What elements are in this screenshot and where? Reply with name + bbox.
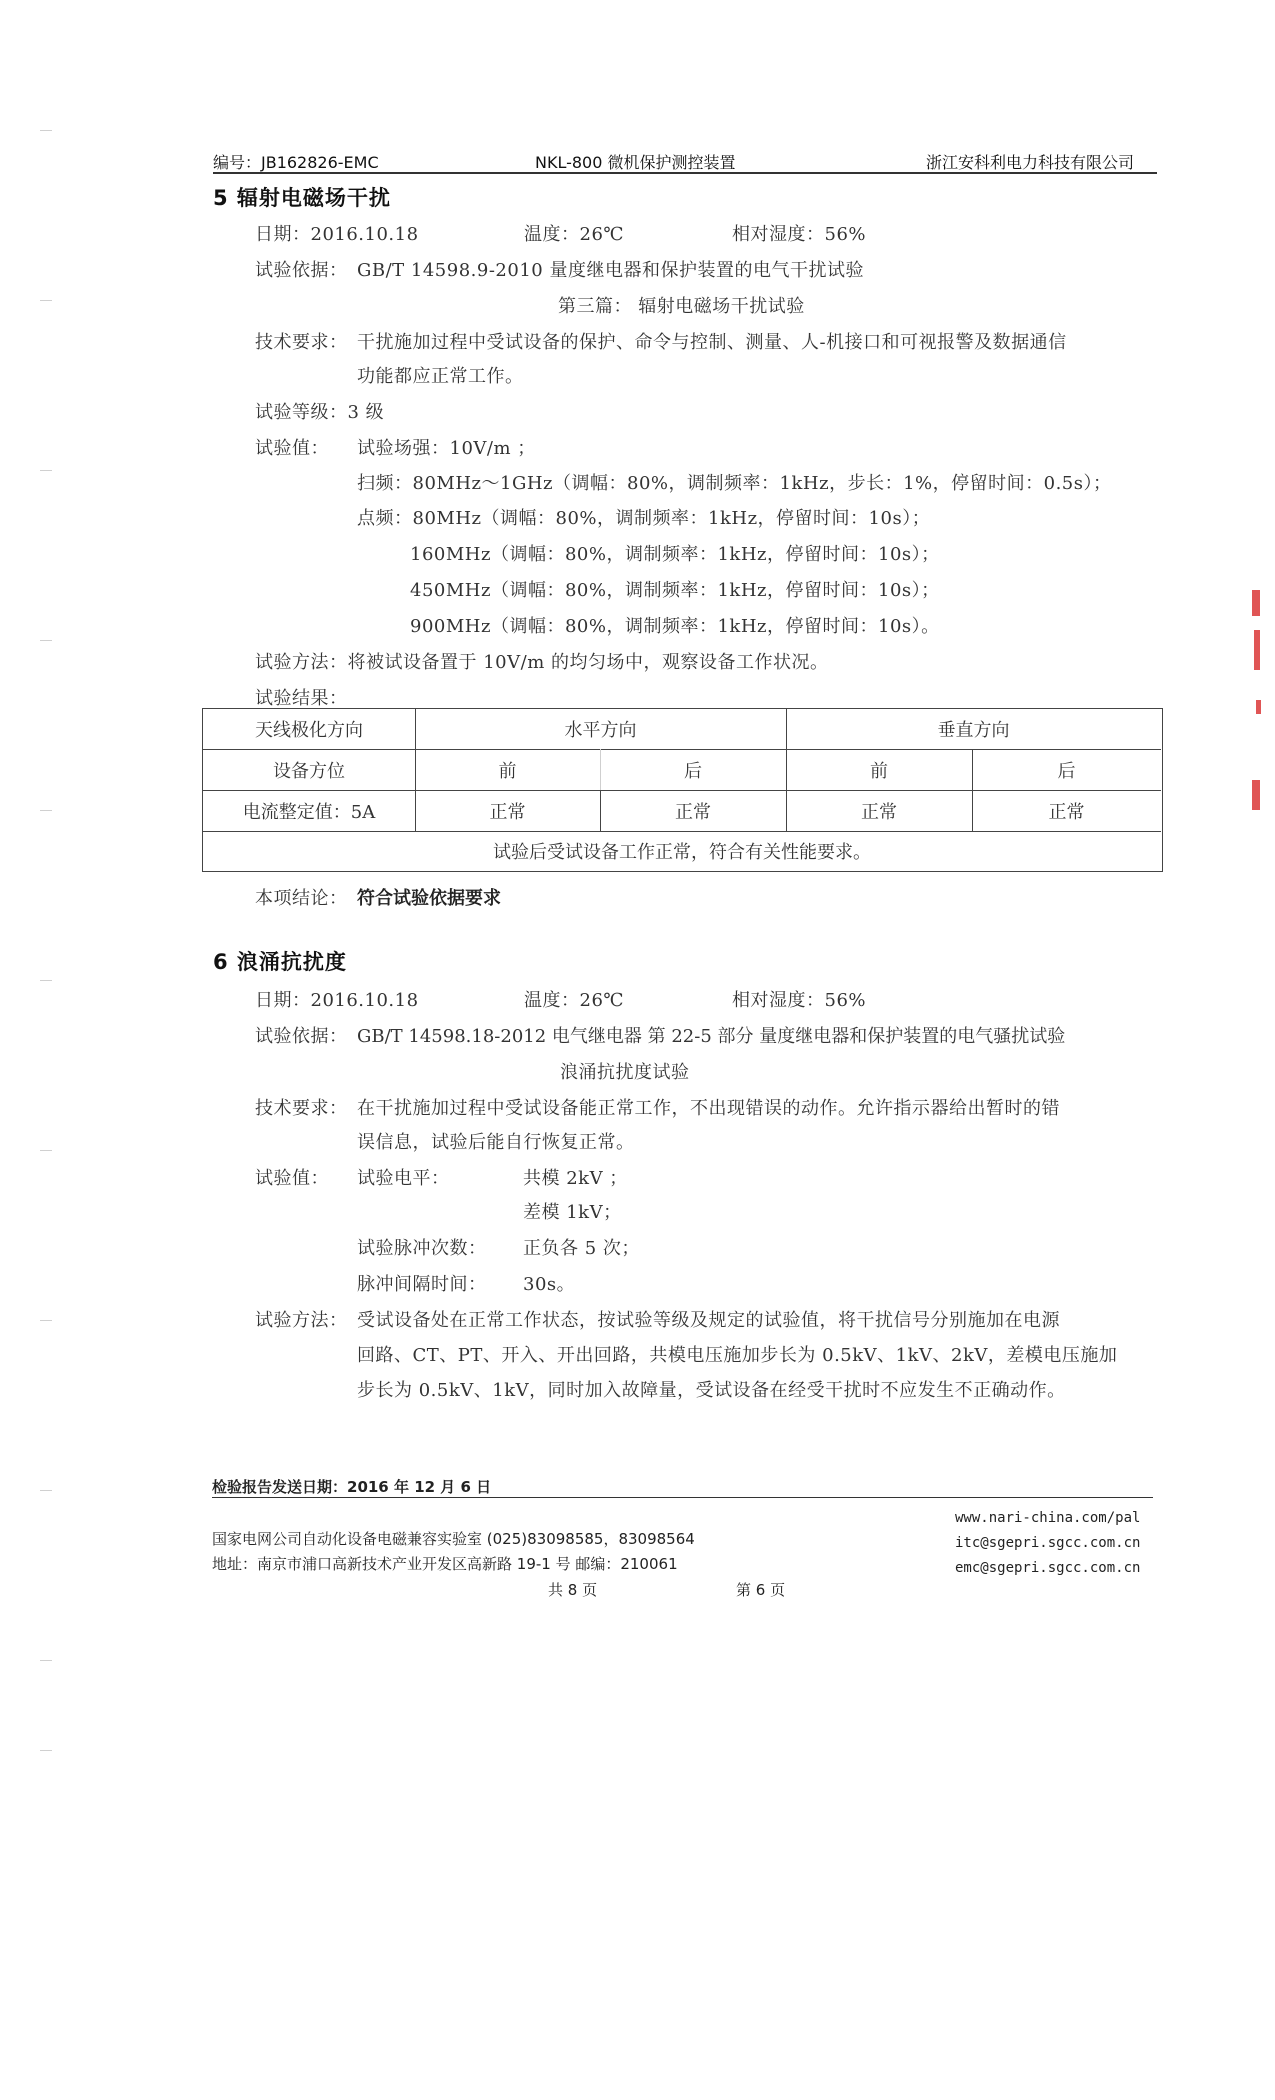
s5-value-label: 试验值： bbox=[255, 438, 329, 459]
s5-value-spot-450: 450MHz（调幅：80%，调制频率：1kHz，停留时间：10s）； bbox=[410, 580, 940, 601]
s6-method-line2: 回路、CT、PT、开入、开出回路，共模电压施加步长为 0.5kV、1kV、2kV，差模电压施加 bbox=[357, 1345, 1118, 1366]
table-header-vertical: 垂直方向 bbox=[937, 720, 1010, 741]
scan-mark bbox=[40, 1660, 52, 1661]
seal-edge-mark bbox=[1252, 590, 1260, 616]
report-number: 编号：JB162826-EMC bbox=[213, 153, 379, 172]
section-5-title: 5 辐射电磁场干扰 bbox=[213, 186, 391, 210]
s6-temperature: 温度：26℃ bbox=[524, 990, 625, 1011]
footer-rule bbox=[212, 1497, 1153, 1498]
s6-value-label: 试验值： bbox=[255, 1168, 329, 1189]
s5-value-spot-80: 点频：80MHz（调幅：80%，调制频率：1kHz，停留时间：10s）； bbox=[357, 508, 931, 529]
seal-edge-mark bbox=[1256, 700, 1261, 714]
footer-total-pages: 共 8 页 bbox=[548, 1581, 598, 1599]
scan-mark bbox=[40, 980, 52, 981]
s5-requirement-line1: 干扰施加过程中受试设备的保护、命令与控制、测量、人-机接口和可视报警及数据通信 bbox=[357, 332, 1067, 353]
scan-mark bbox=[40, 810, 52, 811]
scan-mark bbox=[40, 130, 52, 131]
s5-temperature: 温度：26℃ bbox=[524, 224, 625, 245]
table-cell-front: 前 bbox=[870, 760, 888, 782]
s6-requirement-line1: 在干扰施加过程中受试设备能正常工作，不出现错误的动作。允许指示器给出暂时的错 bbox=[357, 1098, 1060, 1119]
table-cell-back: 后 bbox=[684, 760, 702, 782]
s5-date: 日期：2016.10.18 bbox=[255, 224, 419, 245]
table-header-current-setting: 电流整定值：5A bbox=[242, 801, 376, 823]
table-summary: 试验后受试设备工作正常，符合有关性能要求。 bbox=[493, 841, 871, 863]
s5-basis-line2: 第三篇： 辐射电磁场干扰试验 bbox=[558, 296, 805, 317]
s5-value-spot-900: 900MHz（调幅：80%，调制频率：1kHz，停留时间：10s）。 bbox=[410, 616, 940, 637]
device-name: NKL-800 微机保护测控装置 bbox=[535, 153, 736, 172]
s6-requirement-label: 技术要求： bbox=[255, 1098, 348, 1119]
scan-mark bbox=[40, 1750, 52, 1751]
footer-website: www.nari-china.com/pal bbox=[955, 1510, 1141, 1526]
scan-mark bbox=[40, 300, 52, 301]
s6-humidity: 相对湿度：56% bbox=[732, 990, 867, 1011]
s5-basis-label: 试验依据： bbox=[255, 260, 348, 281]
header-rule bbox=[213, 172, 1157, 174]
table-cell-back: 后 bbox=[1057, 760, 1076, 782]
seal-edge-mark bbox=[1254, 630, 1260, 670]
s6-method-line3: 步长为 0.5kV、1kV，同时加入故障量，受试设备在经受干扰时不应发生不正确动作。 bbox=[357, 1380, 1066, 1401]
s5-value-spot-160: 160MHz（调幅：80%，调制频率：1kHz，停留时间：10s）； bbox=[410, 544, 940, 565]
s6-date: 日期：2016.10.18 bbox=[255, 990, 419, 1011]
s6-basis-label: 试验依据： bbox=[255, 1026, 348, 1047]
table-cell-result: 正常 bbox=[489, 801, 526, 823]
scan-mark bbox=[40, 640, 52, 641]
scan-mark bbox=[40, 1150, 52, 1151]
table-cell-front: 前 bbox=[498, 760, 517, 782]
s5-requirement-line2: 功能都应正常工作。 bbox=[357, 366, 524, 387]
s5-test-level: 试验等级：3 级 bbox=[255, 402, 385, 423]
table-cell-result: 正常 bbox=[1048, 801, 1085, 823]
scan-mark bbox=[40, 470, 52, 471]
s6-interval-label: 脉冲间隔时间： bbox=[357, 1274, 487, 1295]
s6-basis-line2: 浪涌抗扰度试验 bbox=[560, 1062, 690, 1083]
s5-result-table bbox=[202, 708, 1163, 872]
s6-level-label: 试验电平： bbox=[357, 1168, 450, 1189]
table-cell-result: 正常 bbox=[675, 801, 711, 823]
table-header-polarization: 天线极化方向 bbox=[255, 720, 363, 741]
s6-pulses-label: 试验脉冲次数： bbox=[357, 1238, 487, 1259]
s6-method-line1: 受试设备处在正常工作状态，按试验等级及规定的试验值，将干扰信号分别施加在电源 bbox=[357, 1310, 1060, 1331]
s5-humidity: 相对湿度：56% bbox=[732, 224, 867, 245]
s6-basis-line1: GB/T 14598.18-2012 电气继电器 第 22-5 部分 量度继电器和保护装置的电气骚扰试验 bbox=[357, 1026, 1066, 1047]
s5-test-method: 试验方法：将被试设备置于 10V/m 的均匀场中，观察设备工作状况。 bbox=[255, 652, 829, 673]
scan-mark bbox=[40, 1490, 52, 1491]
company-name: 浙江安科利电力科技有限公司 bbox=[926, 153, 1135, 172]
section-6-title: 6 浪涌抗扰度 bbox=[213, 950, 347, 974]
s6-method-label: 试验方法： bbox=[255, 1310, 348, 1331]
s6-interval: 30s。 bbox=[523, 1274, 576, 1295]
table-header-horizontal: 水平方向 bbox=[564, 720, 637, 741]
s5-result-label: 试验结果： bbox=[255, 688, 348, 709]
table-header-orientation: 设备方位 bbox=[273, 760, 345, 782]
footer-page-number: 第 6 页 bbox=[736, 1581, 786, 1599]
s5-requirement-label: 技术要求： bbox=[255, 332, 348, 353]
scan-mark bbox=[40, 1320, 52, 1321]
s6-common-mode: 共模 2kV ； bbox=[523, 1168, 628, 1189]
seal-edge-mark bbox=[1252, 780, 1260, 810]
s5-conclusion: 符合试验依据要求 bbox=[357, 888, 501, 909]
footer-lab: 国家电网公司自动化设备电磁兼容实验室 (025)83098585，83098564 bbox=[212, 1530, 695, 1548]
s6-pulses: 正负各 5 次； bbox=[523, 1238, 640, 1259]
s5-conclusion-label: 本项结论： bbox=[255, 888, 348, 909]
footer-email-itc: itc@sgepri.sgcc.com.cn bbox=[955, 1535, 1141, 1551]
s6-requirement-line2: 误信息，试验后能自行恢复正常。 bbox=[357, 1132, 635, 1153]
footer-issue-date: 检验报告发送日期：2016 年 12 月 6 日 bbox=[212, 1478, 492, 1496]
s6-differential-mode: 差模 1kV； bbox=[523, 1202, 622, 1223]
footer-email-emc: emc@sgepri.sgcc.com.cn bbox=[955, 1560, 1141, 1576]
s5-value-field-strength: 试验场强：10V/m ； bbox=[357, 438, 536, 459]
s5-basis-line1: GB/T 14598.9-2010 量度继电器和保护装置的电气干扰试验 bbox=[357, 260, 864, 281]
footer-address: 地址：南京市浦口高新技术产业开发区高新路 19-1 号 邮编：210061 bbox=[212, 1555, 678, 1573]
s5-value-sweep: 扫频：80MHz～1GHz（调幅：80%，调制频率：1kHz，步长：1%，停留时间：0.5s）； bbox=[357, 473, 1112, 494]
table-cell-result: 正常 bbox=[861, 801, 897, 823]
